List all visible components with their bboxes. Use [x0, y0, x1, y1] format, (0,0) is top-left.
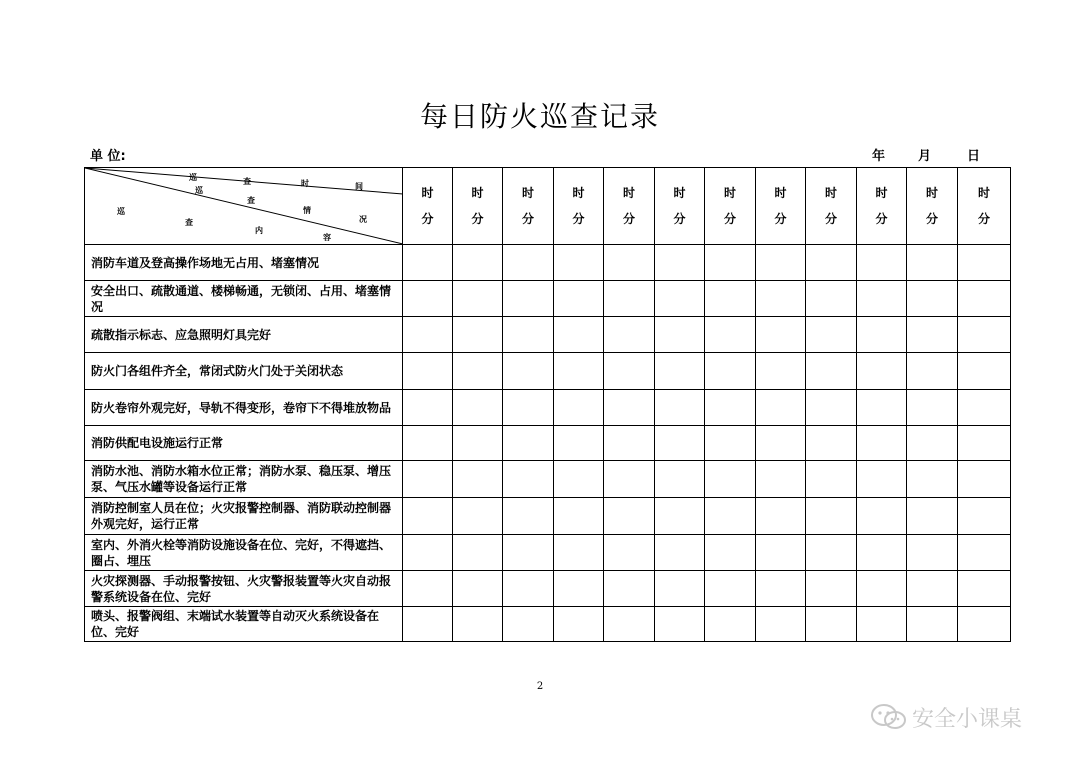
minute-label: 分 [421, 212, 434, 226]
check-cell[interactable] [554, 607, 604, 642]
check-cell[interactable] [554, 461, 604, 498]
check-cell[interactable] [857, 571, 907, 607]
check-cell[interactable] [453, 426, 503, 461]
wechat-icon [870, 703, 908, 731]
time-column-header [857, 168, 907, 245]
check-cell[interactable] [655, 461, 705, 498]
check-cell[interactable] [806, 426, 857, 461]
diag-top-char: 间 [355, 182, 363, 191]
check-cell[interactable] [554, 498, 604, 535]
check-cell[interactable] [958, 281, 1011, 317]
diag-bottom-char: 容 [323, 233, 331, 242]
time-column-header [756, 168, 806, 245]
check-cell[interactable] [554, 426, 604, 461]
check-cell[interactable] [453, 461, 503, 498]
diag-mid-char: 情 [303, 206, 311, 215]
check-cell[interactable] [705, 353, 756, 390]
check-cell[interactable] [453, 245, 503, 281]
inspection-item: 室内、外消火栓等消防设施设备在位、完好，不得遮挡、圈占、埋压 [85, 535, 403, 571]
table-row [85, 317, 1011, 353]
table-row [85, 498, 1011, 535]
check-cell[interactable] [857, 245, 907, 281]
inspection-item: 消防供配电设施运行正常 [85, 426, 403, 461]
check-cell[interactable] [604, 607, 655, 642]
check-cell[interactable] [604, 317, 655, 353]
minute-label: 分 [723, 212, 736, 226]
check-cell[interactable] [453, 317, 503, 353]
check-cell[interactable] [857, 461, 907, 498]
unit-label: 单 位: [90, 149, 126, 164]
check-cell[interactable] [756, 390, 806, 426]
check-cell[interactable] [503, 281, 554, 317]
watermark-text: 安全小课桌 [912, 706, 1023, 732]
check-cell[interactable] [453, 281, 503, 317]
time-column-header [806, 168, 857, 245]
check-cell[interactable] [705, 317, 756, 353]
check-cell[interactable] [655, 245, 705, 281]
inspection-item: 消防水池、消防水箱水位正常；消防水泵、稳压泵、增压泵、气压水罐等设备运行正常 [85, 461, 403, 498]
check-cell[interactable] [756, 571, 806, 607]
time-column-header [453, 168, 503, 245]
minute-label: 分 [471, 212, 484, 226]
check-cell[interactable] [907, 353, 958, 390]
page-number: 2 [536, 681, 544, 692]
check-cell[interactable] [907, 607, 958, 642]
inspection-item: 防火门各组件齐全，常闭式防火门处于关闭状态 [85, 353, 403, 390]
check-cell[interactable] [705, 390, 756, 426]
minute-label: 分 [824, 212, 837, 226]
table-row [85, 353, 1011, 390]
check-cell[interactable] [655, 498, 705, 535]
diag-top-char: 查 [243, 177, 251, 186]
inspection-item: 防火卷帘外观完好，导轨不得变形，卷帘下不得堆放物品 [85, 390, 403, 426]
time-column-header [503, 168, 554, 245]
check-cell[interactable] [958, 426, 1011, 461]
check-cell[interactable] [806, 535, 857, 571]
check-cell[interactable] [958, 571, 1011, 607]
inspection-item: 喷头、报警阀组、末端试水装置等自动灭火系统设备在位、完好 [85, 607, 403, 642]
check-cell[interactable] [403, 353, 453, 390]
check-cell[interactable] [655, 426, 705, 461]
check-cell[interactable] [554, 317, 604, 353]
hour-label: 时 [925, 186, 938, 200]
check-cell[interactable] [907, 461, 958, 498]
check-cell[interactable] [453, 607, 503, 642]
check-cell[interactable] [503, 426, 554, 461]
check-cell[interactable] [756, 535, 806, 571]
check-cell[interactable] [403, 281, 453, 317]
check-cell[interactable] [604, 281, 655, 317]
inspection-item: 安全出口、疏散通道、楼梯畅通，无锁闭、占用、堵塞情况 [85, 281, 403, 317]
check-cell[interactable] [503, 317, 554, 353]
check-cell[interactable] [554, 571, 604, 607]
diag-mid-char: 查 [247, 196, 255, 205]
check-cell[interactable] [907, 245, 958, 281]
check-cell[interactable] [655, 281, 705, 317]
check-cell[interactable] [907, 571, 958, 607]
check-cell[interactable] [403, 317, 453, 353]
check-cell[interactable] [756, 607, 806, 642]
time-column-header [403, 168, 453, 245]
hour-label: 时 [774, 186, 787, 200]
check-cell[interactable] [403, 461, 453, 498]
check-cell[interactable] [503, 571, 554, 607]
check-cell[interactable] [655, 571, 705, 607]
diag-bottom-char: 巡 [117, 207, 125, 216]
watermark [870, 702, 1022, 732]
minute-label: 分 [572, 212, 585, 226]
check-cell[interactable] [857, 607, 907, 642]
hour-label: 时 [723, 186, 736, 200]
check-cell[interactable] [958, 390, 1011, 426]
check-cell[interactable] [806, 245, 857, 281]
table-row [85, 571, 1011, 607]
table-row [85, 426, 1011, 461]
check-cell[interactable] [806, 390, 857, 426]
check-cell[interactable] [958, 498, 1011, 535]
check-cell[interactable] [403, 535, 453, 571]
check-cell[interactable] [857, 281, 907, 317]
check-cell[interactable] [907, 535, 958, 571]
check-cell[interactable] [604, 353, 655, 390]
hour-label: 时 [471, 186, 484, 200]
check-cell[interactable] [503, 390, 554, 426]
check-cell[interactable] [604, 426, 655, 461]
time-column-header [604, 168, 655, 245]
check-cell[interactable] [655, 535, 705, 571]
check-cell[interactable] [604, 498, 655, 535]
check-cell[interactable] [958, 535, 1011, 571]
check-cell[interactable] [705, 535, 756, 571]
hour-label: 时 [622, 186, 635, 200]
check-cell[interactable] [604, 245, 655, 281]
table-row [85, 281, 1011, 317]
time-column-header [705, 168, 756, 245]
hour-label: 时 [977, 186, 990, 200]
check-cell[interactable] [756, 245, 806, 281]
diag-mid-char: 巡 [195, 186, 203, 195]
minute-label: 分 [774, 212, 787, 226]
date-month-label: 月 [918, 149, 932, 164]
diag-top-char: 巡 [189, 173, 197, 182]
check-cell[interactable] [403, 607, 453, 642]
check-cell[interactable] [503, 461, 554, 498]
check-cell[interactable] [756, 426, 806, 461]
check-cell[interactable] [806, 353, 857, 390]
table-row [85, 245, 1011, 281]
check-cell[interactable] [806, 317, 857, 353]
check-cell[interactable] [857, 535, 907, 571]
time-column-header [655, 168, 705, 245]
diagonal-header-cell [85, 168, 403, 245]
check-cell[interactable] [403, 390, 453, 426]
time-column-header [958, 168, 1011, 245]
minute-label: 分 [521, 212, 534, 226]
check-cell[interactable] [857, 426, 907, 461]
minute-label: 分 [875, 212, 888, 226]
diag-mid-char: 况 [359, 215, 367, 224]
check-cell[interactable] [958, 317, 1011, 353]
inspection-item: 火灾探测器、手动报警按钮、火灾警报装置等火灾自动报警系统设备在位、完好 [85, 571, 403, 607]
check-cell[interactable] [554, 281, 604, 317]
hour-label: 时 [421, 186, 434, 200]
minute-label: 分 [673, 212, 686, 226]
check-cell[interactable] [453, 353, 503, 390]
hour-label: 时 [875, 186, 888, 200]
minute-label: 分 [925, 212, 938, 226]
table-header-row [85, 168, 1011, 245]
check-cell[interactable] [503, 245, 554, 281]
time-column-header [907, 168, 958, 245]
check-cell[interactable] [907, 498, 958, 535]
minute-label: 分 [622, 212, 635, 226]
check-cell[interactable] [705, 607, 756, 642]
check-cell[interactable] [604, 390, 655, 426]
check-cell[interactable] [604, 571, 655, 607]
check-cell[interactable] [453, 571, 503, 607]
diag-bottom-char: 查 [185, 218, 193, 227]
check-cell[interactable] [806, 607, 857, 642]
check-cell[interactable] [655, 353, 705, 390]
check-cell[interactable] [503, 498, 554, 535]
check-cell[interactable] [806, 461, 857, 498]
hour-label: 时 [572, 186, 585, 200]
check-cell[interactable] [655, 317, 705, 353]
diag-top-char: 时 [301, 179, 309, 188]
hour-label: 时 [673, 186, 686, 200]
hour-label: 时 [521, 186, 534, 200]
inspection-item: 疏散指示标志、应急照明灯具完好 [85, 317, 403, 353]
check-cell[interactable] [453, 390, 503, 426]
inspection-item: 消防控制室人员在位；火灾报警控制器、消防联动控制器外观完好，运行正常 [85, 498, 403, 535]
time-column-header [554, 168, 604, 245]
check-cell[interactable] [806, 571, 857, 607]
check-cell[interactable] [806, 498, 857, 535]
check-cell[interactable] [503, 353, 554, 390]
check-cell[interactable] [756, 353, 806, 390]
check-cell[interactable] [907, 317, 958, 353]
check-cell[interactable] [554, 535, 604, 571]
check-cell[interactable] [857, 317, 907, 353]
check-cell[interactable] [403, 498, 453, 535]
minute-label: 分 [977, 212, 990, 226]
check-cell[interactable] [756, 317, 806, 353]
patrol-record-table [84, 167, 1011, 642]
check-cell[interactable] [705, 498, 756, 535]
check-cell[interactable] [403, 571, 453, 607]
date-year-label: 年 [872, 149, 886, 164]
check-cell[interactable] [958, 607, 1011, 642]
diag-bottom-char: 内 [255, 226, 263, 235]
table-row [85, 535, 1011, 571]
check-cell[interactable] [503, 535, 554, 571]
check-cell[interactable] [604, 535, 655, 571]
check-cell[interactable] [705, 426, 756, 461]
check-cell[interactable] [453, 498, 503, 535]
check-cell[interactable] [503, 607, 554, 642]
check-cell[interactable] [958, 245, 1011, 281]
check-cell[interactable] [705, 461, 756, 498]
check-cell[interactable] [554, 353, 604, 390]
hour-label: 时 [824, 186, 837, 200]
check-cell[interactable] [655, 607, 705, 642]
check-cell[interactable] [756, 498, 806, 535]
check-cell[interactable] [756, 281, 806, 317]
page-title: 每日防火巡查记录 [419, 100, 660, 133]
table-row [85, 607, 1011, 642]
date-day-label: 日 [967, 149, 981, 164]
check-cell[interactable] [655, 390, 705, 426]
inspection-item: 消防车道及登高操作场地无占用、堵塞情况 [85, 245, 403, 281]
check-cell[interactable] [857, 390, 907, 426]
check-cell[interactable] [806, 281, 857, 317]
check-cell[interactable] [958, 353, 1011, 390]
check-cell[interactable] [554, 245, 604, 281]
unit-date-row [90, 145, 995, 165]
check-cell[interactable] [907, 426, 958, 461]
check-cell[interactable] [403, 426, 453, 461]
table-row [85, 461, 1011, 498]
table-row [85, 390, 1011, 426]
check-cell[interactable] [554, 390, 604, 426]
check-cell[interactable] [604, 461, 655, 498]
check-cell[interactable] [907, 281, 958, 317]
check-cell[interactable] [857, 353, 907, 390]
check-cell[interactable] [453, 535, 503, 571]
check-cell[interactable] [403, 245, 453, 281]
check-cell[interactable] [705, 281, 756, 317]
check-cell[interactable] [705, 571, 756, 607]
check-cell[interactable] [907, 390, 958, 426]
check-cell[interactable] [705, 245, 756, 281]
check-cell[interactable] [958, 461, 1011, 498]
check-cell[interactable] [756, 461, 806, 498]
check-cell[interactable] [857, 498, 907, 535]
